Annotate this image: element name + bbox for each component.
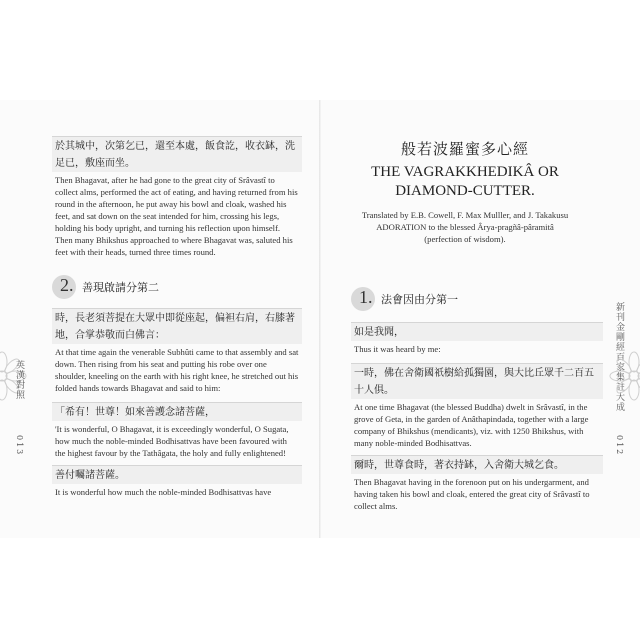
- chinese-verse: 時，長老須菩提在大眾中即從座起，偏袒右肩，右膝著地，合掌恭敬而白佛言：: [52, 308, 302, 344]
- adoration-line: ADORATION to the blessed Ârya-pragñâ-pâramitâ: [376, 222, 554, 232]
- english-translation: Thus it was heard by me:: [354, 344, 441, 354]
- text-block: [351, 363, 603, 449]
- english-translation: It is wonderful how much the noble-minded Bodhisattvas have: [55, 487, 272, 497]
- text-block: [351, 322, 603, 355]
- title-block: [355, 138, 575, 245]
- chapter-heading: [52, 272, 302, 302]
- text-block: [52, 308, 302, 394]
- left-side-label: 英漢對照: [14, 360, 24, 400]
- flower-ornament-icon: [608, 350, 640, 402]
- english-translation: 'It is wonderful, O Bhagavat, it is exceedingly wonderful, O Sugata, how much the noble-minded Bodhisattvas have been favoured with the highest favour by the Tathâgata, the holy and fully enlightened!: [55, 424, 289, 458]
- chapter-title: 善現啟請分第二: [82, 281, 159, 294]
- english-translation: At that time again the venerable Subhûti came to that assembly and sat down. Then rising from his seat and putting his robe over one shoulder, kneeling on the earth with his right knee, he stretched out his folded hands towards Bhagavat and said to him:: [55, 347, 299, 393]
- intro-text: [355, 209, 575, 245]
- text-block: [52, 136, 302, 258]
- chinese-verse: 於其城中，次第乞已，還至本處，飯食訖，收衣缽，洗足已，敷座而坐。: [52, 136, 302, 172]
- chinese-title: 般若波羅蜜多心經: [400, 140, 529, 158]
- english-translation: Then Bhagavat, after he had gone to the great city of Srâvastî to collect alms, performed the act of eating, and having returned from his round in the afternoon, he put away his bowl and cloak, washed his feet, and sat down on the seat intended for him, crossing his legs, holding his body upright, and turning his reflection upon himself. Then many Bhikshus approached to where Bhagavat was, saluted his feet with their heads, turned three times round.: [55, 175, 298, 257]
- chinese-verse: 「希有！世尊！如來善護念諸菩薩，: [52, 402, 302, 421]
- right-side-label: 新刊金剛經百家集註大成: [614, 302, 624, 412]
- chinese-verse: 一時，佛在舍衛國祇樹給孤獨園，與大比丘眾千二百五十人俱。: [351, 363, 603, 399]
- left-content: [52, 136, 302, 498]
- english-title-line: THE VAGRAKKHEDIKÂ OR: [371, 164, 559, 180]
- translator-line: Translated by E.B. Cowell, F. Max Mulller, and J. Takakusu: [361, 210, 569, 220]
- left-page-number: 013: [15, 435, 24, 457]
- english-title-line: DIAMOND-CUTTER.: [395, 183, 535, 199]
- chinese-verse: 爾時，世尊食時，著衣持缽，入舍衛大城乞食。: [351, 455, 603, 474]
- english-translation: Then Bhagavat having in the forenoon put on his undergarment, and having taken his bowl and cloak, entered the great city of Srâvastî to collect alms.: [354, 477, 590, 511]
- text-block: [52, 465, 302, 498]
- left-page: [0, 100, 319, 538]
- english-title: [355, 163, 575, 201]
- right-page-number: 012: [615, 435, 624, 457]
- chinese-verse: 善付囑諸菩薩。: [52, 465, 302, 484]
- right-content: [351, 284, 603, 512]
- right-page: [321, 100, 640, 538]
- english-translation: At one time Bhagavat (the blessed Buddha) dwelt in Srâvastî, in the grove of Geta, in the garden of Anâthapindada, together with a large company of Bhikshus (mendicants), viz. with 1250 Bhikshus, with many noble-minded Bodhisattvas.: [354, 402, 589, 448]
- chapter-title: 法會因由分第一: [381, 293, 458, 306]
- chapter-number-badge: 1.: [351, 287, 375, 311]
- adoration-line: (perfection of wisdom).: [424, 234, 506, 244]
- chapter-number-badge: 2.: [52, 275, 76, 299]
- chinese-verse: 如是我聞，: [351, 322, 603, 341]
- text-block: [351, 455, 603, 512]
- chapter-heading: [351, 284, 603, 314]
- text-block: [52, 402, 302, 459]
